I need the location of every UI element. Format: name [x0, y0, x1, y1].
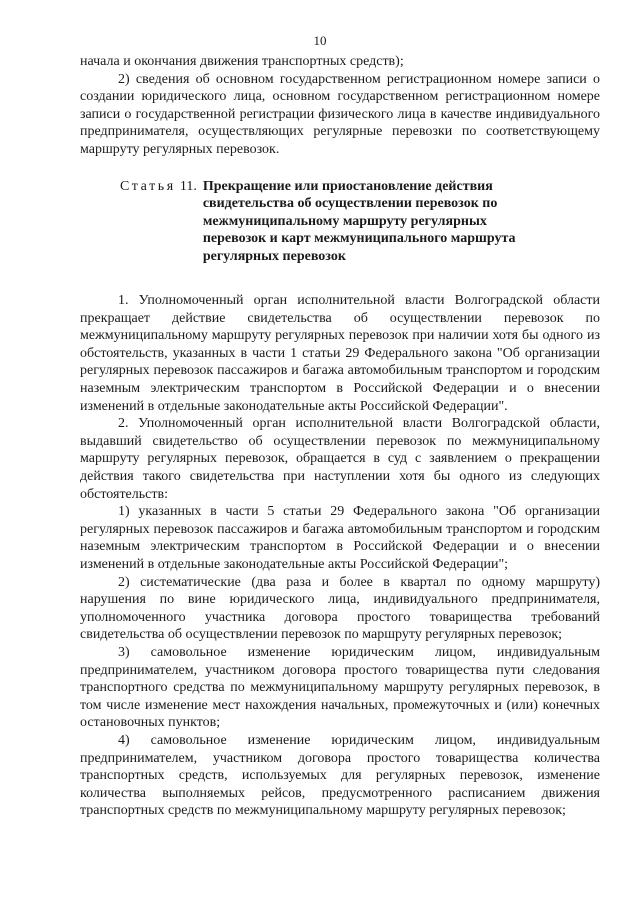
list-item: 2) сведения об основном государственном регистрационном номере записи о создании юридического лица, основном государственном регистрационном номере записи о государственной регистрации физического лица в качестве индивидуального предпринимателя, осуществляющих регулярные перевозки по соответствующему маршруту регулярных перевозок.	[80, 71, 600, 157]
document-body	[80, 53, 600, 820]
article-label: Статья	[120, 178, 176, 194]
article-number: 11.	[179, 178, 197, 194]
paragraph-2: 2. Уполномоченный орган исполнительной власти Волгоградской области, выдавший свидетельство об осуществлении перевозок по межмуниципальному маршруту регулярных перевозок, обращается в суд с заявлением о прекращении действия такого свидетельства при наступлении хотя бы одного из следующих обстоятельств:	[80, 416, 600, 502]
page-number: 10	[313, 33, 327, 48]
list-item: 1) указанных в части 5 статьи 29 Федерального закона "Об организации регулярных перевозок пассажиров и багажа автомобильным транспортом и городским наземным электрическим транспортом в Российской Федерации и о внесении изменений в отдельные законодательные акты Российской Федерации";	[80, 504, 600, 572]
list-item: 3) самовольное изменение юридическим лицом, индивидуальным предпринимателем, участником договора простого товарищества пути следования транспортного средства по межмуниципальному маршруту регулярных перевозок, в том числе изменение мест нахождения начальных, промежуточных и (или) конечных остановочных пунктов;	[80, 644, 600, 731]
continuation-line: начала и окончания движения транспортных средств);	[80, 54, 404, 69]
list-item: 4) самовольное изменение юридическим лицом, индивидуальным предпринимателем, участником договора простого товарищества количества транспортных средств, используемых для регулярных перевозок, изменение количества выполняемых рейсов, предусмотренного расписанием движения транспортных средств по межмуниципальному маршруту регулярных перевозок;	[80, 732, 600, 819]
paragraph-1: 1. Уполномоченный орган исполнительной власти Волгоградской области прекращает действие свидетельства об осуществлении перевозок по межмуниципальному маршруту регулярных перевозок при наличии хотя бы одного из обстоятельств, указанных в части 1 статьи 29 Федерального закона "Об организации регулярных перевозок пассажиров и багажа автомобильным транспортом и городским наземным электрическим транспортом в Российской Федерации и о внесении изменений в отдельные законодательные акты Российской Федерации".	[80, 293, 600, 414]
article-title: Прекращение или приостановление действия свидетельства об осуществлении перевозок по межмуниципальному маршруту регулярных перевозок и карт межмуниципального маршрута регулярных перевозок	[202, 178, 516, 264]
list-item: 2) систематические (два раза и более в квартал по одному маршруту) нарушения по вине юридического лица, индивидуального предпринимателя, уполномоченного участника договора простого товарищества требований свидетельства об осуществлении перевозок по маршруту регулярных перевозок;	[80, 574, 600, 643]
article-heading	[120, 178, 600, 266]
